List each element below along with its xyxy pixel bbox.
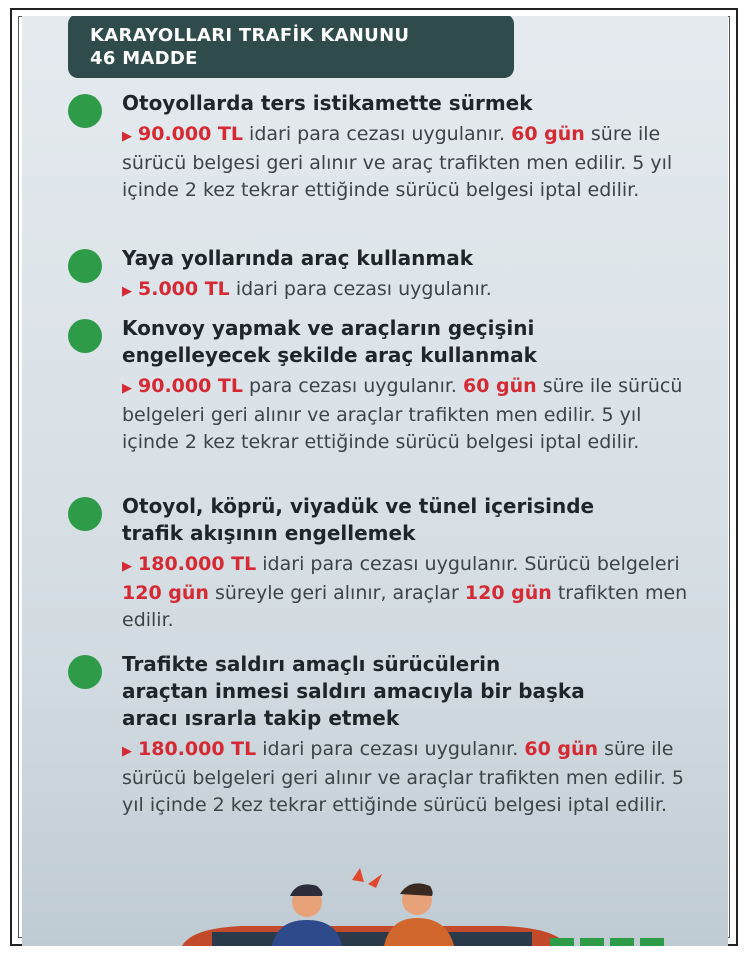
description-text: süreyle geri alınır, araçlar bbox=[208, 582, 465, 604]
anger-spark-icon bbox=[352, 868, 364, 882]
highlight-value: 120 gün bbox=[122, 582, 209, 604]
highlight-value: 90.000 TL bbox=[138, 123, 244, 145]
red-triangle-arrow-icon: ▶ bbox=[122, 744, 132, 759]
item-title-line: Konvoy yapmak ve araçların geçişini bbox=[122, 316, 535, 340]
item-title-line: trafik akışının engellemek bbox=[122, 521, 416, 545]
description-text: idari para cezası uygulanır. bbox=[243, 123, 512, 145]
driver-right-hair bbox=[400, 883, 433, 896]
description-text: para cezası uygulanır. bbox=[243, 375, 463, 397]
item-description bbox=[122, 736, 702, 819]
description-text: idari para cezası uygulanır. bbox=[256, 738, 525, 760]
description-text: süre ile sürücü belgeleri geri alınır ve araçlar trafikten men edilir. 5 yıl içinde 2 kez tekrar ettiğinde sürücü belgesi iptal edilir. bbox=[122, 738, 684, 816]
item-title-line: engelleyecek şekilde araç kullanmak bbox=[122, 343, 537, 367]
item-title-line: Trafikte saldırı amaçlı sürücülerin bbox=[122, 652, 501, 676]
driver-left-body bbox=[272, 920, 342, 946]
bullet-icon bbox=[68, 94, 102, 128]
description-text: süre ile sürücü belgesi geri alınır ve araç trafikten men edilir. 5 yıl içinde 2 kez tekrar ettiğinde sürücü belgesi iptal edilir. bbox=[122, 123, 673, 201]
infographic-poster bbox=[22, 16, 728, 946]
arguing-drivers-illustration bbox=[172, 866, 572, 946]
item-description bbox=[122, 551, 702, 634]
red-triangle-arrow-icon: ▶ bbox=[122, 284, 132, 299]
red-triangle-arrow-icon: ▶ bbox=[122, 559, 132, 574]
highlight-value: 60 gün bbox=[511, 123, 585, 145]
highlight-value: 5.000 TL bbox=[138, 278, 230, 300]
driver-left-hair bbox=[290, 884, 322, 896]
item-title-line: Otoyollarda ters istikamette sürmek bbox=[122, 91, 533, 115]
highlight-value: 60 gün bbox=[524, 738, 599, 760]
anger-spark-icon bbox=[368, 874, 382, 888]
highlight-value: 90.000 TL bbox=[138, 375, 244, 397]
item-title bbox=[122, 493, 702, 547]
item-title-line: aracı ısrarla takip etmek bbox=[122, 706, 400, 730]
bullet-icon bbox=[68, 319, 102, 353]
description-text: trafikten men edilir. bbox=[122, 582, 688, 631]
highlight-value: 60 gün bbox=[463, 375, 537, 397]
header-title-line-2: 46 MADDE bbox=[90, 48, 198, 69]
item-description bbox=[122, 121, 702, 204]
driver-right-body bbox=[384, 918, 454, 946]
description-text: süre ile sürücü belgeleri geri alınır ve araçlar trafikten men edilir. 5 yıl içinde 2 kez tekrar ettiğinde sürücü belgesi iptal edilir. bbox=[122, 375, 683, 453]
bullet-icon bbox=[68, 655, 102, 689]
item-title bbox=[122, 651, 702, 732]
red-triangle-arrow-icon: ▶ bbox=[122, 129, 132, 144]
bullet-icon bbox=[68, 249, 102, 283]
item-title bbox=[122, 245, 702, 272]
item-title-line: Yaya yollarında araç kullanmak bbox=[122, 246, 474, 270]
header-banner bbox=[68, 16, 514, 78]
header-title-line-1: KARAYOLLARI TRAFİK KANUNU bbox=[90, 25, 410, 46]
highlight-value: 180.000 TL bbox=[138, 553, 257, 575]
item-title bbox=[122, 315, 702, 369]
bullet-icon bbox=[68, 497, 102, 531]
car-window-shape bbox=[212, 932, 532, 946]
item-title bbox=[122, 90, 702, 117]
red-triangle-arrow-icon: ▶ bbox=[122, 381, 132, 396]
description-text: idari para cezası uygulanır. Sürücü belgeleri bbox=[256, 553, 680, 575]
item-description bbox=[122, 373, 702, 456]
item-title-line: araçtan inmesi saldırı amacıyla bir başka bbox=[122, 679, 585, 703]
green-stripe-decoration bbox=[550, 936, 670, 946]
description-text: idari para cezası uygulanır. bbox=[229, 278, 492, 300]
item-title-line: Otoyol, köprü, viyadük ve tünel içerisinde bbox=[122, 494, 595, 518]
highlight-value: 180.000 TL bbox=[138, 738, 257, 760]
item-description bbox=[122, 276, 702, 305]
highlight-value: 120 gün bbox=[464, 582, 552, 604]
